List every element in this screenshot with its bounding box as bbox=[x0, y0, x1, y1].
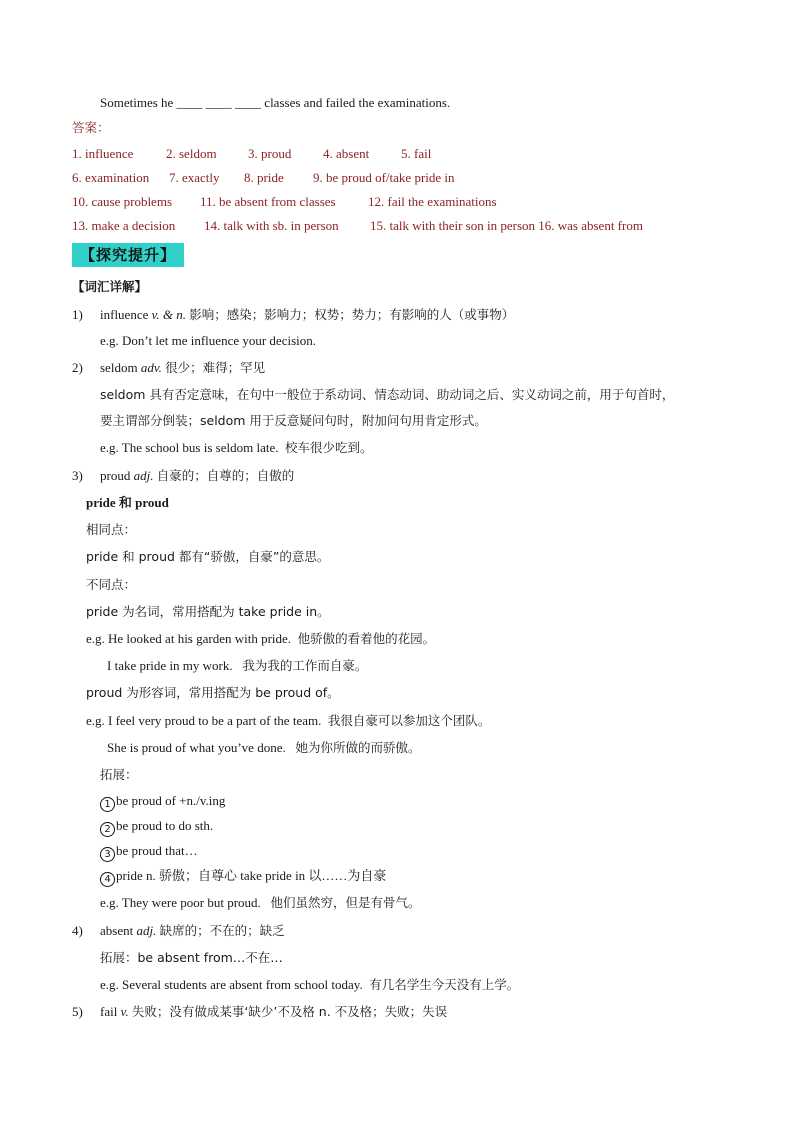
item-2-number: 2) bbox=[72, 360, 83, 375]
item-1-entry bbox=[100, 306, 514, 324]
vocab-heading: 【词汇详解】 bbox=[72, 279, 148, 294]
answer-item: 11. be absent from classes bbox=[200, 194, 336, 209]
item-word: fail bbox=[100, 1004, 118, 1019]
item-definition: 失败；没有做成某事‘缺少’不及格 n. 不及格；失败；失误 bbox=[131, 1004, 448, 1019]
item-pos: adj. bbox=[133, 468, 154, 483]
example-en: I take pride in my work. bbox=[107, 658, 233, 673]
item-pos: v. & n. bbox=[151, 307, 187, 322]
extension-label: 拓展： bbox=[100, 767, 138, 782]
item-pos: adj. bbox=[136, 923, 157, 938]
extension-2 bbox=[100, 817, 213, 837]
extension-text: be proud that… bbox=[116, 843, 198, 858]
extension-text: be proud to do sth. bbox=[116, 818, 214, 833]
answer-item: 5. fail bbox=[401, 146, 432, 161]
section-heading: 【探究提升】 bbox=[72, 243, 184, 267]
proud-example-1 bbox=[86, 712, 490, 730]
example-zh: 校车很少吃到。 bbox=[284, 440, 373, 455]
item-definition: 很少；难得；罕见 bbox=[165, 360, 266, 375]
answer-item: 14. talk with sb. in person bbox=[204, 218, 339, 233]
proud-text: proud 为形容词，常用搭配为 be proud of。 bbox=[86, 685, 340, 700]
extension-3 bbox=[100, 842, 198, 862]
item-2-entry bbox=[100, 359, 265, 377]
answer-item: 6. examination bbox=[72, 170, 150, 185]
answer-item: 9. be proud of/take pride in bbox=[313, 170, 455, 185]
example-zh: 她为你所做的而骄傲。 bbox=[295, 740, 421, 755]
item-2-example bbox=[100, 439, 373, 457]
answer-item: 10. cause problems bbox=[72, 194, 173, 209]
answer-item: 4. absent bbox=[323, 146, 370, 161]
item-word: influence bbox=[100, 307, 149, 322]
item-4-example bbox=[100, 976, 519, 994]
item-word: absent bbox=[100, 923, 134, 938]
comparison-title: pride 和 proud bbox=[86, 495, 169, 510]
item-pos: v. bbox=[120, 1004, 129, 1019]
item-2-note-line-1: seldom 具有否定意味，在句中一般位于系动词、情态动词、助动词之后、实义动词之前，用于句首时， bbox=[100, 387, 675, 402]
answer-item: 1. influence bbox=[72, 146, 134, 161]
circled-number: 2 bbox=[100, 822, 115, 837]
diff-label: 不同点： bbox=[86, 577, 137, 592]
example-zh: 有几名学生今天没有上学。 bbox=[369, 977, 520, 992]
answer-item: 8. pride bbox=[244, 170, 284, 185]
item-5-number: 5) bbox=[72, 1004, 83, 1019]
pride-example-1 bbox=[86, 630, 435, 648]
extension-1 bbox=[100, 792, 225, 812]
example-zh: 我为我的工作而自豪。 bbox=[242, 658, 368, 673]
item-2-note-line-2: 要主谓部分倒装；seldom 用于反意疑问句时，附加问句用肯定形式。 bbox=[100, 413, 487, 428]
item-4-extension: 拓展：be absent from…不在… bbox=[100, 950, 283, 965]
answer-item: 13. make a decision bbox=[72, 218, 176, 233]
example-zh: 我很自豪可以参加这个团队。 bbox=[327, 713, 491, 728]
example-en: She is proud of what you’ve done. bbox=[107, 740, 286, 755]
extension-text: be proud of +n./v.ing bbox=[116, 793, 226, 808]
answer-item: 2. seldom bbox=[166, 146, 217, 161]
circled-number: 1 bbox=[100, 797, 115, 812]
fill-in-sentence: Sometimes he ____ ____ ____ classes and failed the examinations. bbox=[100, 95, 451, 110]
answer-item: 15. talk with their son in person 16. was absent from bbox=[370, 218, 643, 233]
example-zh: 他们虽然穷，但是有骨气。 bbox=[270, 895, 421, 910]
item-1-number: 1) bbox=[72, 307, 83, 322]
item-4-entry bbox=[100, 922, 285, 940]
item-word: seldom bbox=[100, 360, 138, 375]
answer-item: 7. exactly bbox=[169, 170, 220, 185]
example-en: e.g. Several students are absent from school today. bbox=[100, 977, 363, 992]
example-en: e.g. He looked at his garden with pride. bbox=[86, 631, 292, 646]
item-5-entry bbox=[100, 1003, 447, 1021]
answer-item: 12. fail the examinations bbox=[368, 194, 497, 209]
pride-text: pride 为名词，常用搭配为 take pride in。 bbox=[86, 604, 330, 619]
example-zh: 他骄傲的看着他的花园。 bbox=[297, 631, 436, 646]
extension-4 bbox=[100, 867, 386, 887]
same-label: 相同点： bbox=[86, 522, 137, 537]
item-word: proud bbox=[100, 468, 131, 483]
example-en: e.g. They were poor but proud. bbox=[100, 895, 261, 910]
item-pos: adv. bbox=[140, 360, 162, 375]
answer-item: 3. proud bbox=[248, 146, 292, 161]
circled-number: 4 bbox=[100, 872, 115, 887]
item-3-number: 3) bbox=[72, 468, 83, 483]
proud-example-2 bbox=[107, 739, 420, 757]
answer-label: 答案： bbox=[72, 120, 110, 135]
circled-number: 3 bbox=[100, 847, 115, 862]
extension-example bbox=[100, 894, 421, 912]
pride-example-2 bbox=[107, 657, 367, 675]
item-definition: 影响；感染；影响力；权势；势力；有影响的人（或事物） bbox=[189, 307, 515, 322]
item-3-entry bbox=[100, 467, 294, 485]
item-definition: 自豪的；自尊的；自傲的 bbox=[156, 468, 295, 483]
item-1-example: e.g. Don’t let me influence your decision. bbox=[100, 333, 317, 348]
item-definition: 缺席的；不在的；缺乏 bbox=[159, 923, 285, 938]
same-text: pride 和 proud 都有“骄傲，自豪”的意思。 bbox=[86, 549, 330, 564]
example-en: e.g. I feel very proud to be a part of the team. bbox=[86, 713, 322, 728]
example-en: e.g. The school bus is seldom late. bbox=[100, 440, 279, 455]
extension-text: pride n. 骄傲；自尊心 take pride in 以……为自豪 bbox=[116, 868, 387, 883]
item-4-number: 4) bbox=[72, 923, 83, 938]
